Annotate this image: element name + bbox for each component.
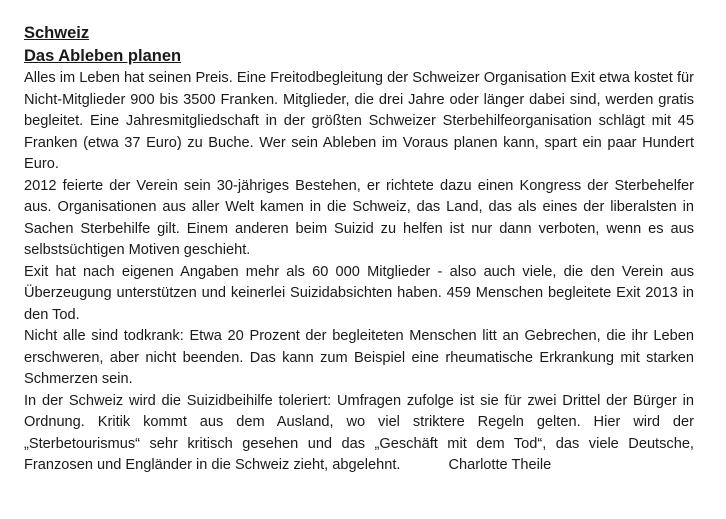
paragraph-3: Exit hat nach eigenen Angaben mehr als 60 000 Mitglieder - also auch viele, die den Verein aus Überzeugung unterstützen und keinerlei Suizidabsichten haben. 459 Menschen begleitete Exit 2013 in den Tod. xyxy=(24,263,694,323)
section-heading: Schweiz xyxy=(24,24,90,42)
author-name: Charlotte Theile xyxy=(448,457,552,473)
document-body xyxy=(24,22,694,477)
paragraph-4: Nicht alle sind todkrank: Etwa 20 Prozent der begleiteten Menschen litt an Gebrechen, die ihr Leben erschweren, aber nicht beenden. Das kann zum Beispiel eine rheumatische Erkrankung mit starken Schmerzen sein. xyxy=(24,328,694,387)
article-title: Das Ableben planen xyxy=(24,47,182,65)
paragraph-1: Alles im Leben hat seinen Preis. Eine Freitodbegleitung der Schweizer Organisation Exit etwa kostet für Nicht-Mitglieder 900 bis 3500 Franken. Mitglieder, die drei Jahre oder länger dabei sind, werden gratis begleitet. Eine Jahresmitgliedschaft in der größten Schweizer Sterbehilfeorganisation schlägt mit 45 Franken (etwa 37 Euro) zu Buche. Wer sein Ableben im Voraus planen kann, spart ein paar Hundert Euro. xyxy=(24,70,694,172)
paragraph-2: 2012 feierte der Verein sein 30-jähriges Bestehen, er richtete dazu einen Kongress der Sterbehelfer aus. Organisationen aus aller Welt kamen in die Schweiz, das Land, das als eines der liberalsten in Sachen Sterbehilfe gilt. Einem anderen beim Suizid zu helfen ist nur dann verboten, wenn es aus selbstsüchtigen Motiven geschieht. xyxy=(24,177,694,258)
paragraph-5-text: In der Schweiz wird die Suizidbeihilfe toleriert: Umfragen zufolge ist sie für zwei Drittel der Bürger in Ordnung. Kritik kommt aus dem Ausland, wo viel striktere Regeln gelten. Hier wird der „Sterbetourismus“ sehr kritisch gesehen und das „Geschäft mit dem Tod“, das viele Deutsche, Franzosen und Engländer in die Schweiz zieht, abgelehnt. xyxy=(24,392,694,473)
paragraph-5 xyxy=(24,391,694,477)
